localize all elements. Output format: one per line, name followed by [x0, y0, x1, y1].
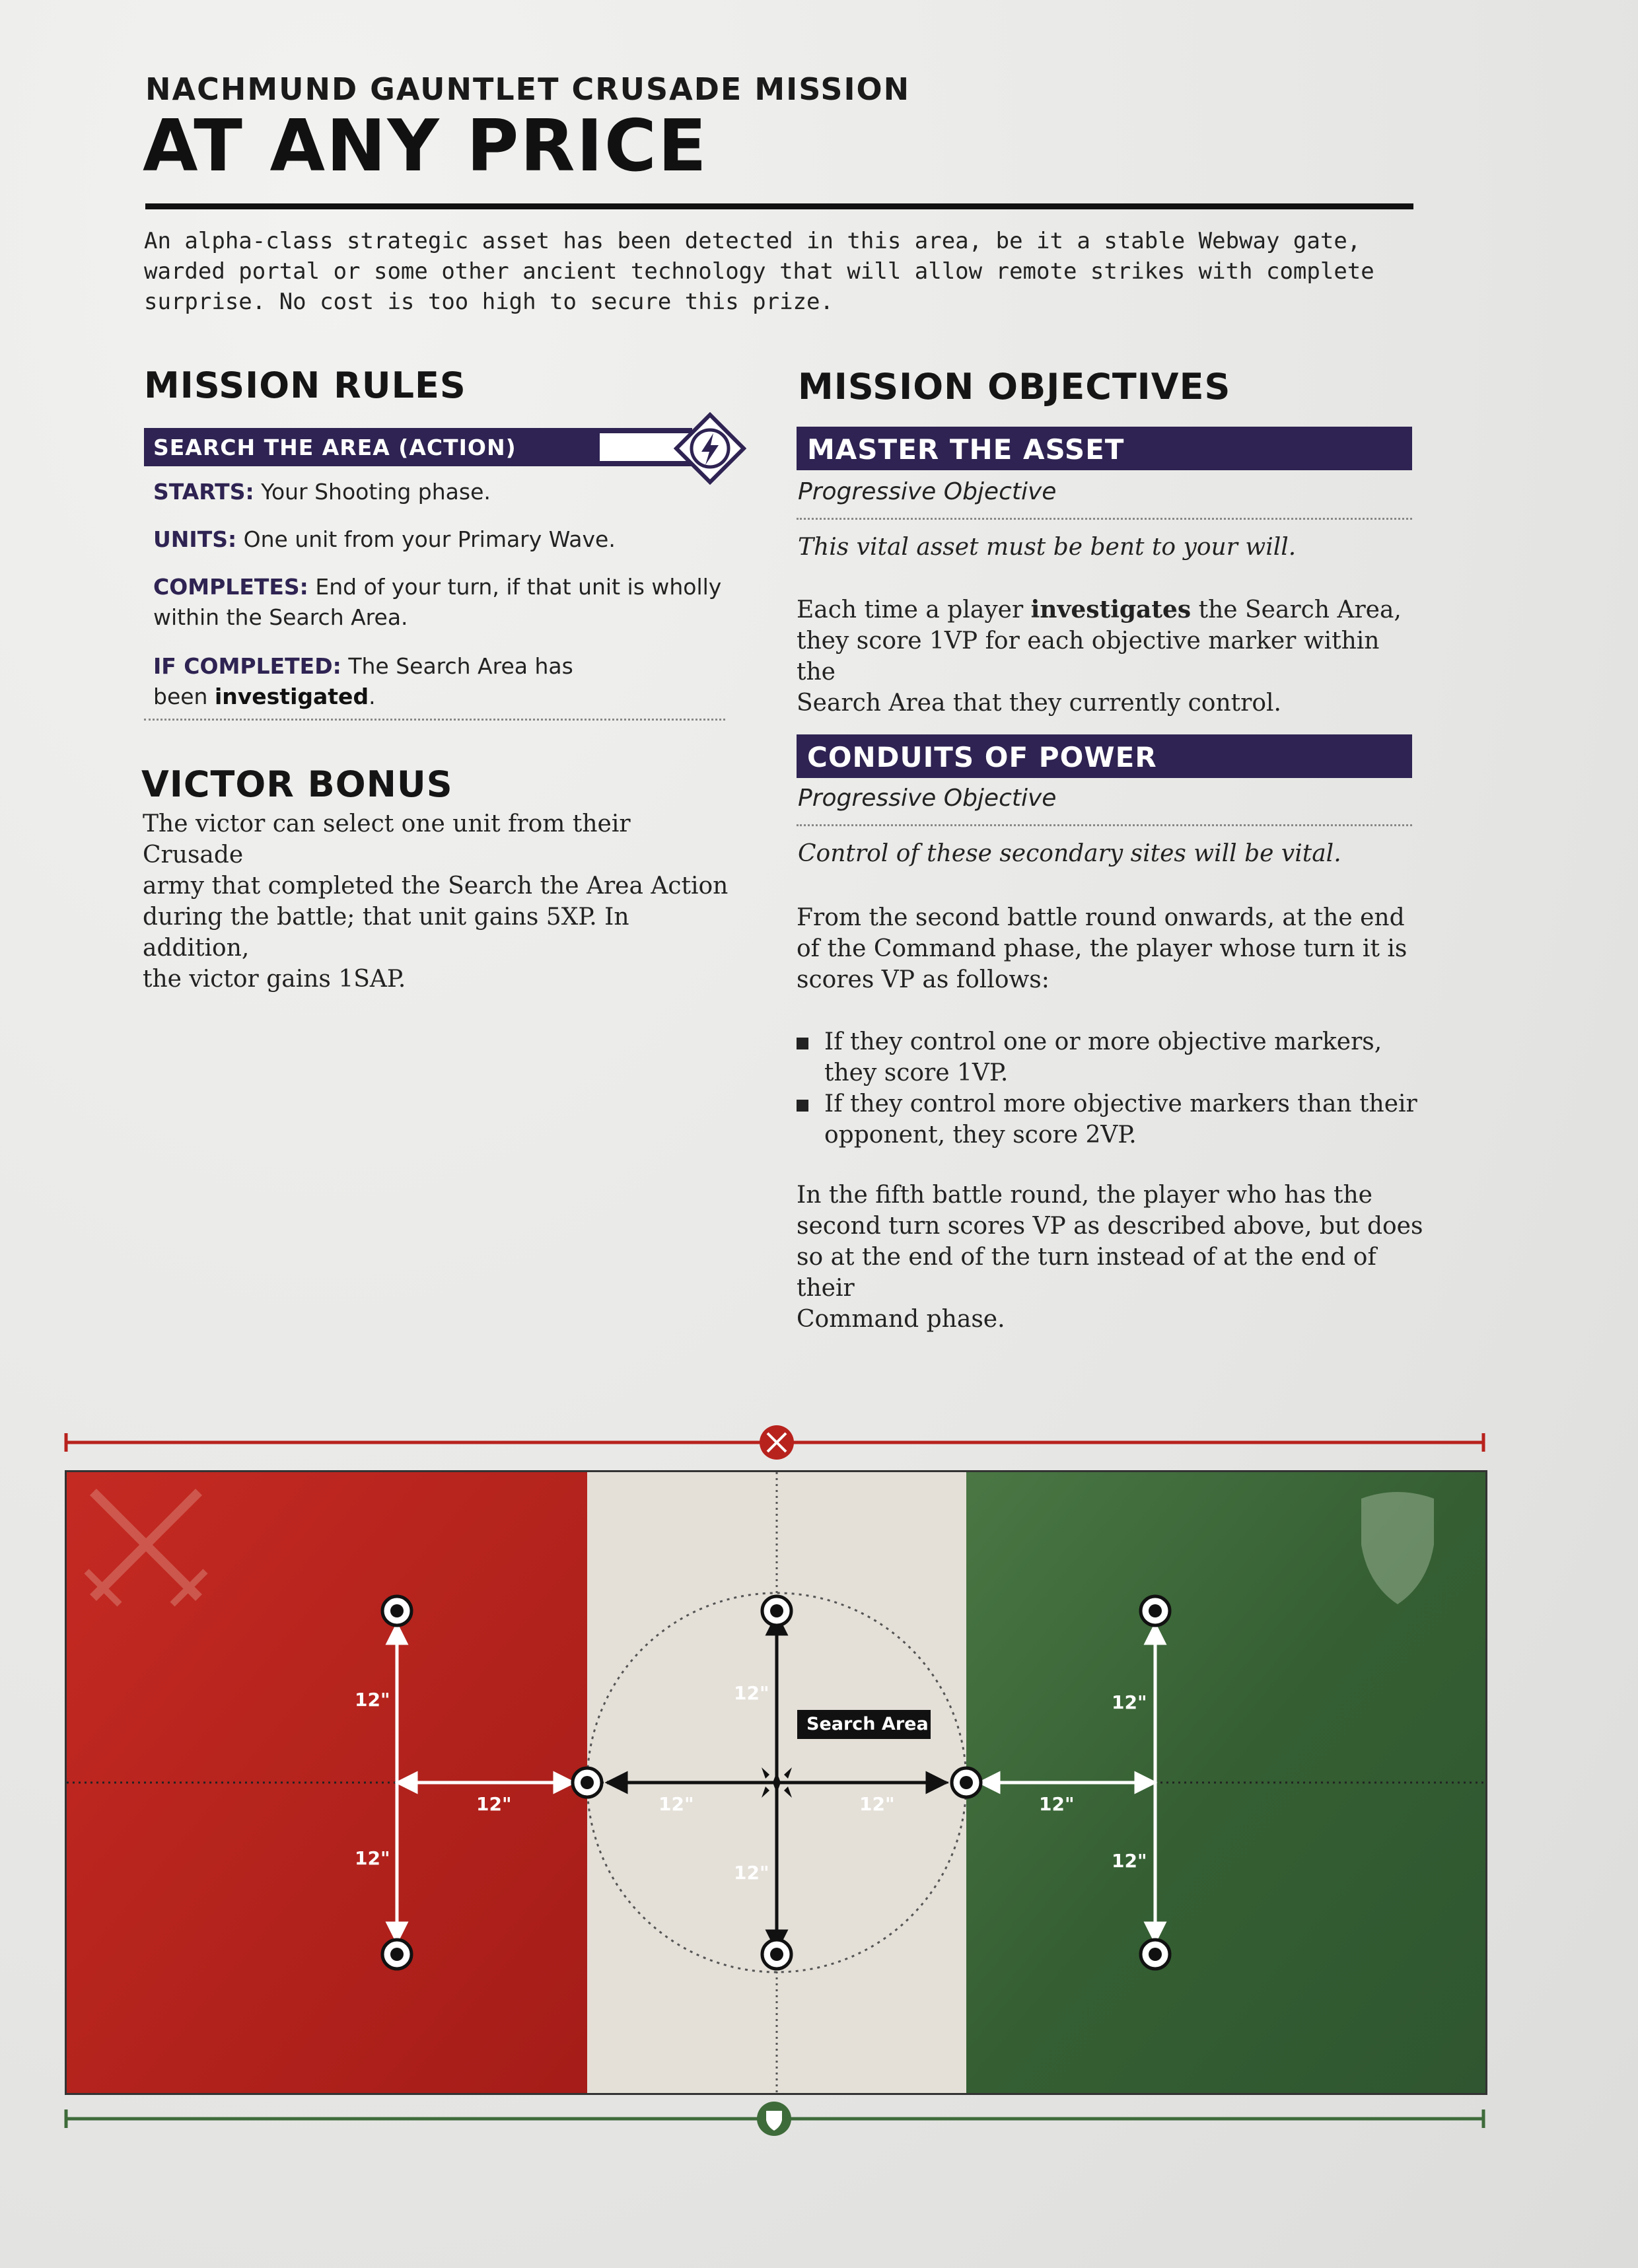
objective-body-line: From the second battle round onwards, at the end	[797, 904, 1405, 931]
rule-if-completed-text-1: The Search Area has	[348, 653, 573, 679]
objective-bullets	[797, 1026, 1431, 1151]
objective-body-bold: investigates	[1030, 596, 1192, 623]
mission-subtitle: NACHMUND GAUNTLET CRUSADE MISSION	[145, 71, 911, 107]
distance-label: 12"	[1112, 1691, 1147, 1713]
skull-icon	[1141, 1940, 1170, 1969]
rule-units-label: UNITS:	[153, 526, 237, 552]
objective-body	[797, 902, 1424, 995]
objective-body	[797, 594, 1424, 719]
victor-bonus-line: army that completed the Search the Area Action	[143, 872, 729, 900]
bullet-text: they score 1VP.	[824, 1059, 1009, 1086]
rule-completes-label: COMPLETES:	[153, 574, 308, 600]
objective-body-line: of the Command phase, the player whose turn it is	[797, 935, 1407, 962]
rule-if-completed-pre: been	[153, 684, 215, 709]
objective-name: MASTER THE ASSET	[807, 433, 1125, 466]
rule-if-completed	[153, 651, 573, 682]
skull-icon	[1141, 1596, 1170, 1625]
objective-type: Progressive Objective	[798, 785, 1057, 812]
distance-label: 12"	[476, 1793, 512, 1815]
rule-if-completed-label: IF COMPLETED:	[153, 653, 341, 679]
bullet-text: If they control one or more objective markers,	[824, 1028, 1382, 1055]
shield-icon	[757, 2102, 791, 2136]
objective-body-line: they score 1VP for each objective marker within the	[797, 627, 1380, 686]
rule-starts-text: Your Shooting phase.	[261, 479, 491, 505]
objective-closing	[797, 1180, 1431, 1335]
mission-objectives-heading: MISSION OBJECTIVES	[798, 366, 1231, 408]
action-name: SEARCH THE AREA (ACTION)	[153, 435, 516, 460]
rule-units-text: One unit from your Primary Wave.	[243, 526, 616, 552]
distance-label: 12"	[1112, 1850, 1147, 1872]
objective-body-line: Search Area that they currently control.	[797, 690, 1281, 717]
rule-completes-text-1: End of your turn, if that unit is wholly	[315, 574, 722, 600]
victor-bonus-text	[143, 808, 737, 995]
rule-completes-text-2: within the Search Area.	[153, 604, 408, 630]
title-divider	[145, 203, 1413, 209]
objective-divider	[797, 518, 1412, 520]
rule-completes	[153, 572, 721, 602]
bullet-text: If they control more objective markers than their	[824, 1090, 1417, 1117]
objective-bar-conduits-of-power	[797, 734, 1412, 778]
objective-closing-line: so at the end of the turn instead of at the end of their	[797, 1244, 1376, 1302]
objective-body-pre: Each time a player	[797, 596, 1031, 623]
objective-flavour: Control of these secondary sites will be vital.	[798, 840, 1341, 867]
action-bar	[144, 428, 692, 466]
attacker-edge	[63, 1424, 1490, 1461]
bullet-item	[797, 1026, 1431, 1057]
mission-rules-heading: MISSION RULES	[144, 365, 466, 406]
lightning-icon	[674, 412, 746, 485]
victor-bonus-line: during the battle; that unit gains 5XP. In addition,	[143, 904, 629, 962]
battlefield-map	[65, 1470, 1487, 2095]
rule-starts-label: STARTS:	[153, 479, 254, 505]
distance-label: 12"	[659, 1793, 694, 1815]
objective-bar-master-the-asset	[797, 427, 1412, 470]
rules-divider	[144, 719, 725, 721]
battlefield-svg	[67, 1472, 1485, 2093]
victor-bonus-line: The victor can select one unit from their Crusade	[143, 810, 631, 868]
bullet-square-icon	[797, 1100, 808, 1112]
rule-starts	[153, 477, 491, 507]
objective-type: Progressive Objective	[798, 478, 1057, 505]
distance-label: 12"	[734, 1682, 769, 1704]
rule-if-completed-bold: investigated	[214, 684, 369, 709]
crossed-swords-icon	[760, 1425, 794, 1460]
distance-label: 12"	[355, 1847, 390, 1869]
objective-name: CONDUITS OF POWER	[807, 741, 1157, 773]
skull-icon	[762, 1940, 791, 1969]
defender-edge	[63, 2100, 1490, 2137]
rule-units	[153, 524, 616, 555]
rule-if-completed-end: .	[369, 684, 376, 709]
victor-bonus-heading: VICTOR BONUS	[141, 763, 453, 805]
distance-label: 12"	[859, 1793, 895, 1815]
objective-flavour: This vital asset must be bent to your will.	[798, 534, 1297, 561]
skull-icon	[762, 1596, 791, 1625]
objective-body-post: the Search Area,	[1191, 596, 1402, 623]
bullet-square-icon	[797, 1038, 808, 1049]
skull-icon	[382, 1940, 411, 1969]
objective-closing-line: In the fifth battle round, the player who has the	[797, 1182, 1372, 1209]
objective-body-line: scores VP as follows:	[797, 966, 1050, 993]
bullet-item	[797, 1088, 1431, 1119]
search-area-label: Search Area	[806, 1714, 929, 1734]
distance-label: 12"	[1039, 1793, 1075, 1815]
rule-if-completed-text-2	[153, 682, 376, 712]
mission-intro: An alpha-class strategic asset has been detected in this area, be it a stable Webway gate, warded portal or some other ancient technology that will allow remote strikes with complete surprise. No cost is too high to secure this prize.	[144, 228, 1374, 315]
skull-icon	[382, 1596, 411, 1625]
objective-closing-line: Command phase.	[797, 1306, 1005, 1333]
skull-icon	[952, 1768, 981, 1797]
objective-closing-line: second turn scores VP as described above, but does	[797, 1213, 1423, 1240]
mission-title: AT ANY PRICE	[143, 105, 708, 188]
distance-label: 12"	[355, 1689, 390, 1711]
skull-icon	[573, 1768, 602, 1797]
objective-divider	[797, 824, 1412, 826]
objective-body-line	[797, 594, 1424, 625]
victor-bonus-line: the victor gains 1SAP.	[143, 966, 406, 993]
distance-label: 12"	[734, 1862, 769, 1884]
bullet-text: opponent, they score 2VP.	[824, 1121, 1137, 1149]
